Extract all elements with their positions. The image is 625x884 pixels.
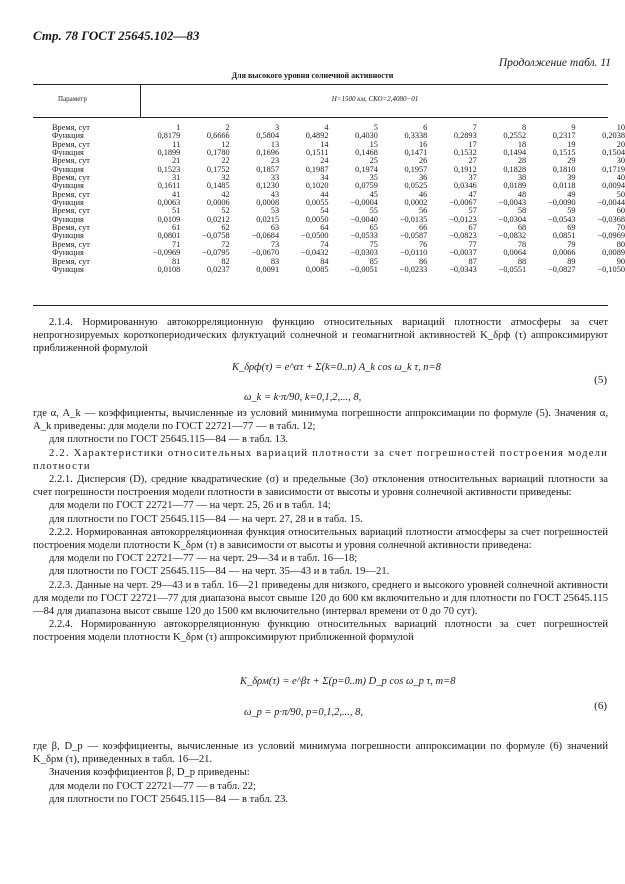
table-cell: 0,1494 bbox=[503, 148, 527, 158]
table-cell: 25 bbox=[369, 156, 378, 166]
table-bottom-rule bbox=[33, 305, 608, 306]
table-cell: 0,4030 bbox=[355, 131, 378, 141]
table-cell: 0,1696 bbox=[256, 148, 280, 158]
text-block-2 bbox=[33, 407, 608, 645]
text-block-1 bbox=[33, 316, 608, 356]
table-cell: 13 bbox=[270, 139, 280, 149]
table-cell: 0,3338 bbox=[404, 131, 428, 141]
table-cell: −0,0123 bbox=[449, 214, 477, 224]
table-cell: 77 bbox=[468, 239, 477, 249]
row-label: Время, сут bbox=[52, 173, 90, 183]
table-cell: 0,2893 bbox=[453, 131, 477, 141]
table-cell: 0,1752 bbox=[206, 164, 230, 174]
table-cell: 23 bbox=[270, 156, 280, 166]
table-cell: 43 bbox=[270, 189, 280, 199]
table-cell: −0,0795 bbox=[202, 248, 230, 258]
table-cell: −0,0004 bbox=[350, 198, 378, 208]
table-cell: 0,2038 bbox=[602, 131, 625, 141]
table-cell: 0,1957 bbox=[404, 164, 428, 174]
table-cell: 0,1485 bbox=[206, 181, 230, 191]
table-cell: 69 bbox=[567, 223, 576, 233]
table-row bbox=[52, 224, 625, 232]
table-cell: 84 bbox=[320, 256, 329, 266]
table-cell: −0,0043 bbox=[498, 198, 527, 208]
table-cell: 45 bbox=[369, 189, 378, 199]
table-cell: 76 bbox=[419, 239, 428, 249]
table-cell: 0,1974 bbox=[355, 164, 378, 174]
row-label: Функция bbox=[52, 214, 84, 224]
table-cell: −0,0233 bbox=[399, 264, 428, 274]
table-cell: 11 bbox=[172, 139, 181, 149]
row-label: Функция bbox=[52, 248, 84, 258]
text-block-3 bbox=[33, 740, 608, 806]
paragraph-2-2-2a: для модели по ГОСТ 22721—77 — на черт. 29—34 и в табл. 16—18; bbox=[49, 553, 358, 565]
table-cell: 7 bbox=[472, 123, 477, 132]
table-cell: 0,1611 bbox=[157, 181, 181, 191]
table-cell: 22 bbox=[221, 156, 230, 166]
table-cell: −0,0037 bbox=[449, 248, 477, 258]
table-cell: 0,0064 bbox=[503, 248, 527, 258]
table-cell: 86 bbox=[419, 256, 428, 266]
table-cell: 48 bbox=[517, 189, 527, 199]
table-cell: 21 bbox=[172, 156, 181, 166]
table-cell: 39 bbox=[567, 173, 576, 183]
table-cell: −0,1050 bbox=[597, 264, 625, 274]
table-cell: 0,0055 bbox=[305, 198, 329, 208]
row-label: Время, сут bbox=[52, 189, 90, 199]
table-cell: 14 bbox=[320, 139, 329, 149]
table-title: Для высокого уровня солнечной активности bbox=[231, 71, 394, 80]
row-label: Время, сут bbox=[52, 206, 90, 216]
table-cell: 0,0008 bbox=[256, 198, 280, 208]
table-cell: 35 bbox=[369, 173, 378, 183]
table-cell: 30 bbox=[616, 156, 625, 166]
table-cell: 0,1523 bbox=[157, 164, 181, 174]
table-cell: 49 bbox=[567, 189, 576, 199]
table-cell: 0,0050 bbox=[305, 214, 329, 224]
table-cell: 8 bbox=[521, 123, 527, 132]
table-cell: −0,0040 bbox=[350, 214, 378, 224]
table-cell: −0,0343 bbox=[449, 264, 477, 274]
table-cell: 72 bbox=[221, 239, 230, 249]
data-table bbox=[52, 124, 625, 274]
table-cell: 79 bbox=[567, 239, 576, 249]
table-cell: 5 bbox=[373, 123, 378, 132]
table-cell: 83 bbox=[270, 256, 280, 266]
table-cell: 15 bbox=[369, 139, 378, 149]
table-cell: 82 bbox=[221, 256, 230, 266]
table-cell: 68 bbox=[517, 223, 527, 233]
table-cell: 0,0759 bbox=[355, 181, 378, 191]
table-header-rule bbox=[33, 117, 608, 118]
table-cell: −0,0969 bbox=[152, 248, 181, 258]
table-cell: 29 bbox=[567, 156, 576, 166]
table-cell: 12 bbox=[221, 139, 230, 149]
table-row bbox=[52, 266, 625, 274]
table-cell: 0,0109 bbox=[157, 214, 181, 224]
table-cell: 0,1230 bbox=[256, 181, 280, 191]
table-cell: 0,1468 bbox=[355, 148, 378, 158]
table-cell: 59 bbox=[567, 206, 576, 216]
table-cell: −0,0823 bbox=[449, 231, 477, 241]
table-cell: 0,1857 bbox=[256, 164, 280, 174]
table-cell: 0,0215 bbox=[256, 214, 280, 224]
table-cell: 0,0006 bbox=[206, 198, 230, 208]
table-cell: 56 bbox=[419, 206, 428, 216]
table-cell: 85 bbox=[369, 256, 378, 266]
table-cell: 37 bbox=[468, 173, 477, 183]
table-cell: 38 bbox=[517, 173, 527, 183]
row-label: Функция bbox=[52, 198, 84, 208]
table-cell: −0,0304 bbox=[498, 214, 527, 224]
table-cell: 75 bbox=[369, 239, 378, 249]
table-cell: 50 bbox=[616, 189, 625, 199]
paragraph-where-1: где α, A_k — коэффициенты, вычисленные из условий минимума погрешности аппроксимации по формуле (5). Значения α, A_k приведены: для модели по ГОСТ 22721—77 — в табл. 12; bbox=[33, 408, 608, 433]
row-label: Время, сут bbox=[52, 223, 90, 233]
table-cell: −0,0051 bbox=[350, 264, 378, 274]
table-cell: 34 bbox=[320, 173, 329, 183]
formula-5-line2: ω_k = k·π/90, k=0,1,2,..., 8, bbox=[244, 392, 362, 403]
table-cell: 0,6666 bbox=[206, 131, 230, 141]
table-param-header: Параметр bbox=[58, 95, 87, 103]
paragraph-2-1-4: 2.1.4. Нормированную автокорреляционную функцию относительных вариаций плотности атмосферы за счет непрогнозируемых короткопериодических флуктуаций солнечной и геомагнитной активностей K_δρф (τ) аппроксимируют приближенной формулой bbox=[33, 317, 608, 355]
formula-6-line2: ω_p = p·π/90, p=0,1,2,..., 8, bbox=[244, 707, 364, 718]
table-cell: −0,0432 bbox=[301, 248, 329, 258]
table-row bbox=[52, 182, 625, 190]
table-cell: 36 bbox=[419, 173, 428, 183]
row-label: Функция bbox=[52, 264, 84, 274]
table-cell: 0,0118 bbox=[553, 181, 576, 191]
table-cell: −0,0587 bbox=[399, 231, 428, 241]
formula-5-line1: K_δρф(τ) = e^ατ + Σ(k=0..n) A_k cos ω_k τ, n=8 bbox=[232, 362, 441, 373]
table-cell: 71 bbox=[172, 239, 181, 249]
table-cell: −0,0670 bbox=[251, 248, 280, 258]
table-cell: 60 bbox=[616, 206, 625, 216]
table-row bbox=[52, 141, 625, 149]
table-cell: 42 bbox=[221, 189, 230, 199]
table-cell: 66 bbox=[419, 223, 428, 233]
table-row bbox=[52, 216, 625, 224]
table-cell: 64 bbox=[320, 223, 329, 233]
table-cell: 74 bbox=[320, 239, 329, 249]
table-cell: 54 bbox=[320, 206, 329, 216]
table-cell: 0,0002 bbox=[404, 198, 428, 208]
table-cell: 0,1511 bbox=[306, 148, 329, 158]
row-label: Функция bbox=[52, 164, 84, 174]
table-top-rule bbox=[33, 84, 608, 85]
table-cell: −0,0832 bbox=[498, 231, 527, 241]
table-row bbox=[52, 199, 625, 207]
table-cell: −0,0067 bbox=[449, 198, 477, 208]
table-cell: 65 bbox=[369, 223, 378, 233]
table-cell: 70 bbox=[616, 223, 625, 233]
paragraph-where-2: где β, D_p — коэффициенты, вычисленные из условий минимума погрешности аппроксимации по формуле (6) значений K_δρм (τ), приведенных в табл. 16—21. bbox=[33, 741, 608, 766]
table-cell: 78 bbox=[517, 239, 527, 249]
table-cell: −0,0135 bbox=[399, 214, 428, 224]
table-cell: −0,0090 bbox=[548, 198, 576, 208]
table-cell: 90 bbox=[616, 256, 625, 266]
table-cell: 63 bbox=[270, 223, 280, 233]
table-cell: 44 bbox=[320, 189, 329, 199]
table-cell: 0,0237 bbox=[206, 264, 230, 274]
table-cell: 0,0094 bbox=[602, 181, 625, 191]
table-row bbox=[52, 132, 625, 140]
table-cell: 0,0851 bbox=[552, 231, 576, 241]
table-cell: 80 bbox=[616, 239, 625, 249]
table-cell: 0,1504 bbox=[602, 148, 625, 158]
formula-6-line1: K_δρм(τ) = e^βτ + Σ(p=0..m) D_p cos ω_p τ, m=8 bbox=[240, 676, 456, 687]
paragraph-values: Значения коэффициентов β, D_p приведены: bbox=[49, 767, 250, 779]
table-cell: −0,0758 bbox=[202, 231, 230, 241]
table-cell: 0,1912 bbox=[453, 164, 477, 174]
table-cell: −0,0368 bbox=[597, 214, 625, 224]
table-row bbox=[52, 258, 625, 266]
row-label: Время, сут bbox=[52, 156, 90, 166]
table-cell: 4 bbox=[324, 123, 329, 132]
table-cell: 0,0346 bbox=[453, 181, 477, 191]
table-cell: 0,1515 bbox=[552, 148, 576, 158]
table-cell: 0,0525 bbox=[404, 181, 428, 191]
table-cell: 32 bbox=[221, 173, 230, 183]
row-label: Время, сут bbox=[52, 256, 90, 266]
table-cell: 27 bbox=[468, 156, 477, 166]
table-row bbox=[52, 149, 625, 157]
table-cell: 0,2317 bbox=[552, 131, 576, 141]
table-cell: 0,0066 bbox=[552, 248, 576, 258]
table-cell: −0,0684 bbox=[251, 231, 280, 241]
table-cell: 31 bbox=[172, 173, 181, 183]
table-cell: 24 bbox=[320, 156, 329, 166]
table-row bbox=[52, 124, 625, 132]
page-header: Стр. 78 ГОСТ 25645.102—83 bbox=[33, 28, 200, 43]
table-cell: 67 bbox=[468, 223, 477, 233]
paragraph-2-2-3: 2.2.3. Данные на черт. 29—43 и в табл. 16—21 приведены для низкого, среднего и высокого уровней солнечной активности для модели по ГОСТ 22721—77 для диапазона высот свыше 120 до 600 км включительно и для плотности по ГОСТ 25645.115—84 для диапазона высот свыше 120 до 1500 км включительно (интервал времени от 0 до 70 сут). bbox=[33, 579, 608, 618]
table-row bbox=[52, 174, 625, 182]
table-cell: 0,1828 bbox=[503, 164, 527, 174]
table-cell: 0,1532 bbox=[453, 148, 477, 158]
row-label: Время, сут bbox=[52, 123, 90, 132]
paragraph-2-2-2b: для плотности по ГОСТ 25645.115—84 — на черт. 35—43 и в табл. 19—21. bbox=[49, 566, 390, 578]
table-continuation-label: Продолжение табл. 11 bbox=[498, 57, 611, 69]
formula-6-number: (6) bbox=[594, 700, 607, 712]
table-cell: 9 bbox=[571, 123, 576, 132]
table-cell: 55 bbox=[369, 206, 378, 216]
table-row bbox=[52, 249, 625, 257]
table-cell: 61 bbox=[172, 223, 181, 233]
table-cell: 0,0189 bbox=[503, 181, 527, 191]
table-cell: −0,0533 bbox=[350, 231, 378, 241]
paragraph-values-a: для модели по ГОСТ 22721—77 — в табл. 22; bbox=[49, 780, 256, 792]
table-cell: 18 bbox=[517, 139, 527, 149]
row-label: Функция bbox=[52, 231, 84, 241]
table-cell: 53 bbox=[270, 206, 280, 216]
paragraph-2-2-1: 2.2.1. Дисперсия (D), средние квадратические (σ) и предельные (3σ) отклонения относительных вариаций плотности за счет погрешности построения модели плотности в зависимости от высоты и уровня солнечной активности приведены: bbox=[33, 474, 608, 499]
table-cell: 0,5804 bbox=[256, 131, 280, 141]
row-label: Время, сут bbox=[52, 139, 90, 149]
table-cell: 0,1899 bbox=[157, 148, 181, 158]
table-cell: 0,0212 bbox=[206, 214, 230, 224]
table-cell: 58 bbox=[517, 206, 527, 216]
table-row bbox=[52, 166, 625, 174]
table-cell: 41 bbox=[172, 189, 181, 199]
row-label: Время, сут bbox=[52, 239, 90, 249]
table-cell: 0,1810 bbox=[552, 164, 576, 174]
table-cell: 10 bbox=[616, 123, 625, 132]
table-cell: 6 bbox=[423, 123, 428, 132]
table-cell: 0,0091 bbox=[256, 264, 280, 274]
table-cell: 0,1719 bbox=[602, 164, 625, 174]
formula-5-number: (5) bbox=[594, 374, 607, 386]
paragraph-values-b: для плотности по ГОСТ 25645.115—84 — в табл. 23. bbox=[49, 793, 289, 805]
table-column-divider bbox=[140, 84, 141, 117]
table-cell: 81 bbox=[172, 256, 181, 266]
table-cell: −0,0827 bbox=[548, 264, 576, 274]
table-row bbox=[52, 157, 625, 165]
table-cell: 88 bbox=[517, 256, 527, 266]
table-cell: 0,0801 bbox=[157, 231, 181, 241]
table-cell: −0,0110 bbox=[400, 248, 428, 258]
table-cell: −0,0551 bbox=[498, 264, 527, 274]
paragraph-where-1b: для плотности по ГОСТ 25645.115—84 — в табл. 13. bbox=[49, 434, 289, 446]
table-cell: 62 bbox=[221, 223, 230, 233]
paragraph-2-2-1a: для модели по ГОСТ 22721—77 — на черт. 25, 26 и в табл. 14; bbox=[49, 500, 331, 512]
table-row bbox=[52, 207, 625, 215]
table-cell: −0,0303 bbox=[350, 248, 378, 258]
table-cell: 33 bbox=[270, 173, 280, 183]
heading-2-2: 2.2. Характеристики относительных вариаций плотности за счет погрешностей построения модели плотности bbox=[33, 447, 608, 472]
table-series-header: H=1500 км, СКО=2,4080−01 bbox=[331, 95, 419, 103]
table-cell: −0,0044 bbox=[597, 198, 625, 208]
table-cell: 0,0085 bbox=[305, 264, 329, 274]
table-cell: 0,1780 bbox=[206, 148, 230, 158]
paragraph-2-2-4: 2.2.4. Нормированную автокорреляционную функцию относительных вариаций плотности за счет погрешностей построения модели плотности K_δρм (τ) аппроксимируют приближенной формулой bbox=[33, 619, 608, 644]
table-cell: 0,1020 bbox=[305, 181, 329, 191]
paragraph-2-2-2: 2.2.2. Нормированная автокорреляционная функция относительных вариаций плотности атмосферы за счет погрешностей построения модели плотности K_δρм (τ) в зависимости от высоты и уровня солнечной активности приведена: bbox=[33, 526, 608, 552]
table-cell: 46 bbox=[419, 189, 428, 199]
table-row bbox=[52, 191, 625, 199]
table-cell: 17 bbox=[468, 139, 477, 149]
table-cell: −0,0969 bbox=[597, 231, 625, 241]
table-cell: −0,0543 bbox=[548, 214, 576, 224]
row-label: Функция bbox=[52, 131, 84, 141]
paragraph-2-2-1b: для плотности по ГОСТ 25645.115—84 — на черт. 27, 28 и в табл. 15. bbox=[49, 513, 363, 525]
table-cell: 73 bbox=[270, 239, 280, 249]
table-cell: 2 bbox=[225, 123, 230, 132]
table-cell: 89 bbox=[567, 256, 576, 266]
table-cell: 0,1987 bbox=[305, 164, 329, 174]
table-cell: 52 bbox=[221, 206, 230, 216]
table-cell: 3 bbox=[274, 123, 280, 132]
table-cell: 20 bbox=[616, 139, 625, 149]
table-cell: 40 bbox=[616, 173, 625, 183]
table-cell: 26 bbox=[419, 156, 428, 166]
table-cell: −0,0500 bbox=[301, 231, 329, 241]
table-cell: 28 bbox=[517, 156, 527, 166]
table-cell: 19 bbox=[567, 139, 576, 149]
table-cell: 0,8179 bbox=[157, 131, 181, 141]
table-cell: 47 bbox=[468, 189, 477, 199]
row-label: Функция bbox=[52, 148, 84, 158]
table-cell: 0,4892 bbox=[305, 131, 329, 141]
table-cell: 0,0108 bbox=[157, 264, 181, 274]
table-cell: 0,1471 bbox=[404, 148, 428, 158]
table-cell: 87 bbox=[468, 256, 477, 266]
table-cell: 51 bbox=[172, 206, 181, 216]
table-row bbox=[52, 232, 625, 240]
table-cell: 1 bbox=[176, 123, 181, 132]
table-cell: 57 bbox=[468, 206, 477, 216]
table-row bbox=[52, 241, 625, 249]
row-label: Функция bbox=[52, 181, 84, 191]
table-cell: 0,2552 bbox=[503, 131, 527, 141]
table-cell: 16 bbox=[419, 139, 428, 149]
table-cell: 0,0089 bbox=[602, 248, 625, 258]
table-cell: 0,0063 bbox=[157, 198, 181, 208]
